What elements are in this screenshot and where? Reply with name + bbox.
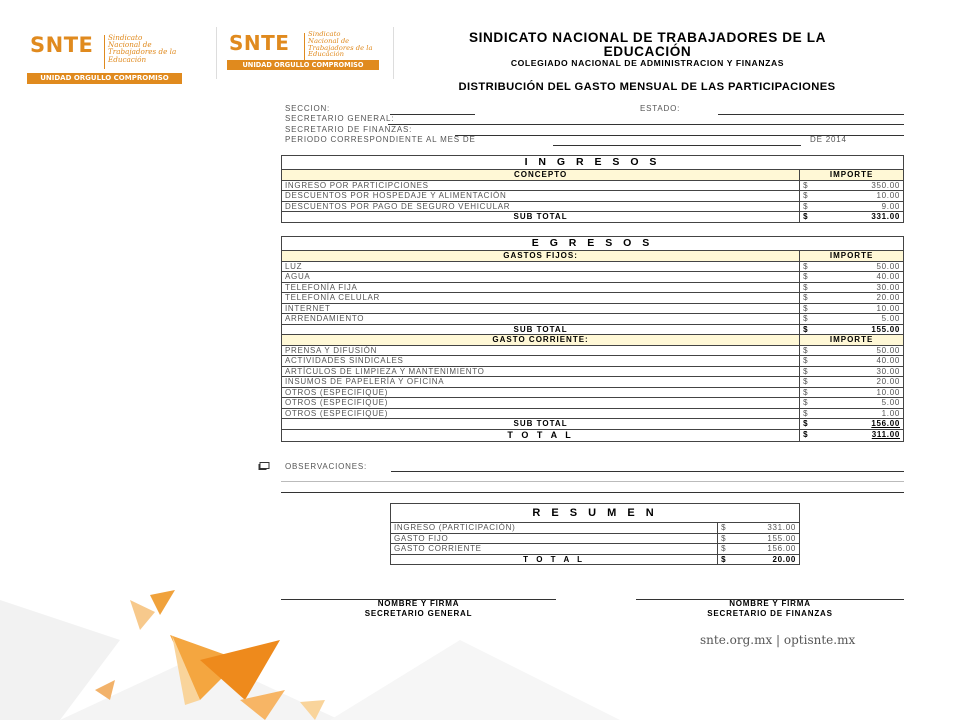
periodo-line[interactable] (553, 145, 801, 146)
importe-header: IMPORTE (800, 170, 904, 181)
form-title: DISTRIBUCIÓN DEL GASTO MENSUAL DE LAS PARTICIPACIONES (458, 81, 836, 93)
resumen-header: R E S U M E N (391, 504, 800, 523)
estado-line[interactable] (718, 114, 904, 115)
gasto-corriente-header: GASTO CORRIENTE: (282, 335, 800, 346)
logo-subtitle: Sindicato Nacional de Trabajadores de la Educación (108, 33, 177, 64)
table-row: TELEFONÍA CELULAR $ 20.00 (282, 293, 904, 304)
logo-word: SNTE (229, 31, 290, 55)
ingresos-subtotal-row: SUB TOTAL $ 331.00 (282, 212, 904, 223)
observaciones-line-2[interactable] (281, 481, 904, 482)
table-row: ACTIVIDADES SINDICALES $ 40.00 (282, 356, 904, 367)
logo-banner: UNIDAD ORGULLO COMPROMISO (27, 73, 182, 84)
corriente-subtotal-row: SUB TOTAL $ 156.00 (282, 419, 904, 430)
signature-secretario-general: NOMBRE Y FIRMA SECRETARIO GENERAL (364, 599, 473, 618)
table-row: DESCUENTOS POR PAGO DE SEGURO VEHICULAR $ 9.00 (282, 201, 904, 212)
secretario-general-line[interactable] (388, 124, 904, 125)
table-row: ARRENDAMIENTO $ 5.00 (282, 314, 904, 325)
table-row: LUZ $ 50.00 (282, 261, 904, 272)
logo-divider (104, 35, 105, 69)
observaciones-line-3[interactable] (281, 492, 904, 493)
egresos-table (281, 236, 904, 442)
importe-header: IMPORTE (800, 335, 904, 346)
secretario-general-label: SECRETARIO GENERAL: (285, 114, 395, 123)
table-row: INSUMOS DE PAPELERÍA Y OFICINA $ 20.00 (282, 377, 904, 388)
website-link[interactable]: snte.org.mx | optisnte.mx (700, 633, 856, 647)
observaciones-label: OBSERVACIONES: (285, 462, 368, 471)
resumen-table (390, 503, 800, 565)
document-title: SINDICATO NACIONAL DE TRABAJADORES DE LA EDUCACIÓN (468, 30, 827, 59)
table-row: OTROS (ESPECIFIQUE) $ 5.00 (282, 398, 904, 409)
concepto-header: CONCEPTO (282, 170, 800, 181)
logo-subtitle: Sindicato Nacional de Trabajadores de la Educación (308, 30, 373, 59)
table-row: AGUA $ 40.00 (282, 272, 904, 283)
egresos-total-row: T O T A L $ 311.00 (282, 429, 904, 441)
seccion-line[interactable] (390, 114, 475, 115)
table-row: OTROS (ESPECIFIQUE) $ 1.00 (282, 408, 904, 419)
importe-header: IMPORTE (800, 251, 904, 262)
estado-label: ESTADO: (640, 104, 681, 113)
ingresos-table (281, 155, 904, 223)
table-row: ARTÍCULOS DE LIMPIEZA Y MANTENIMIENTO $ 30.00 (282, 366, 904, 377)
table-row: TELEFONÍA FIJA $ 30.00 (282, 282, 904, 293)
table-row: INGRESO POR PARTICIPCIONES $ 350.00 (282, 180, 904, 191)
table-row: DESCUENTOS POR HOSPEDAJE Y ALIMENTACIÓN $ 10.00 (282, 191, 904, 202)
snte-logo-right (227, 30, 379, 75)
table-row: GASTO CORRIENTE $ 156.00 (391, 544, 800, 555)
egresos-header: E G R E S O S (282, 237, 904, 251)
cursor-icon (258, 462, 270, 471)
year-label: DE 2014 (810, 135, 847, 144)
table-row: GASTO FIJO $ 155.00 (391, 533, 800, 544)
logo-word: SNTE (30, 33, 94, 57)
secretario-finanzas-label: SECRETARIO DE FINANZAS: (285, 125, 413, 134)
fijos-subtotal-row: SUB TOTAL $ 155.00 (282, 324, 904, 335)
resumen-total-row: T O T A L $ 20.00 (391, 554, 800, 565)
table-row: INTERNET $ 10.00 (282, 303, 904, 314)
table-row: PRENSA Y DIFUSIÓN $ 50.00 (282, 345, 904, 356)
signature-secretario-finanzas: NOMBRE Y FIRMA SECRETARIO DE FINANZAS (707, 599, 833, 618)
snte-logo-left (27, 31, 182, 87)
table-row: OTROS (ESPECIFIQUE) $ 10.00 (282, 387, 904, 398)
periodo-label: PERIODO CORRESPONDIENTE AL MES DE (285, 135, 476, 144)
logo-banner: UNIDAD ORGULLO COMPROMISO (227, 60, 379, 70)
ingresos-header: I N G R E S O S (282, 156, 904, 170)
document-subtitle: COLEGIADO NACIONAL DE ADMINISTRACION Y FINANZAS (510, 58, 785, 68)
table-row: INGRESO (PARTICIPACIÓN) $ 331.00 (391, 523, 800, 534)
observaciones-line-1[interactable] (391, 471, 904, 472)
seccion-label: SECCION: (285, 104, 331, 113)
gastos-fijos-header: GASTOS FIJOS: (282, 251, 800, 262)
logo-divider (304, 33, 305, 62)
